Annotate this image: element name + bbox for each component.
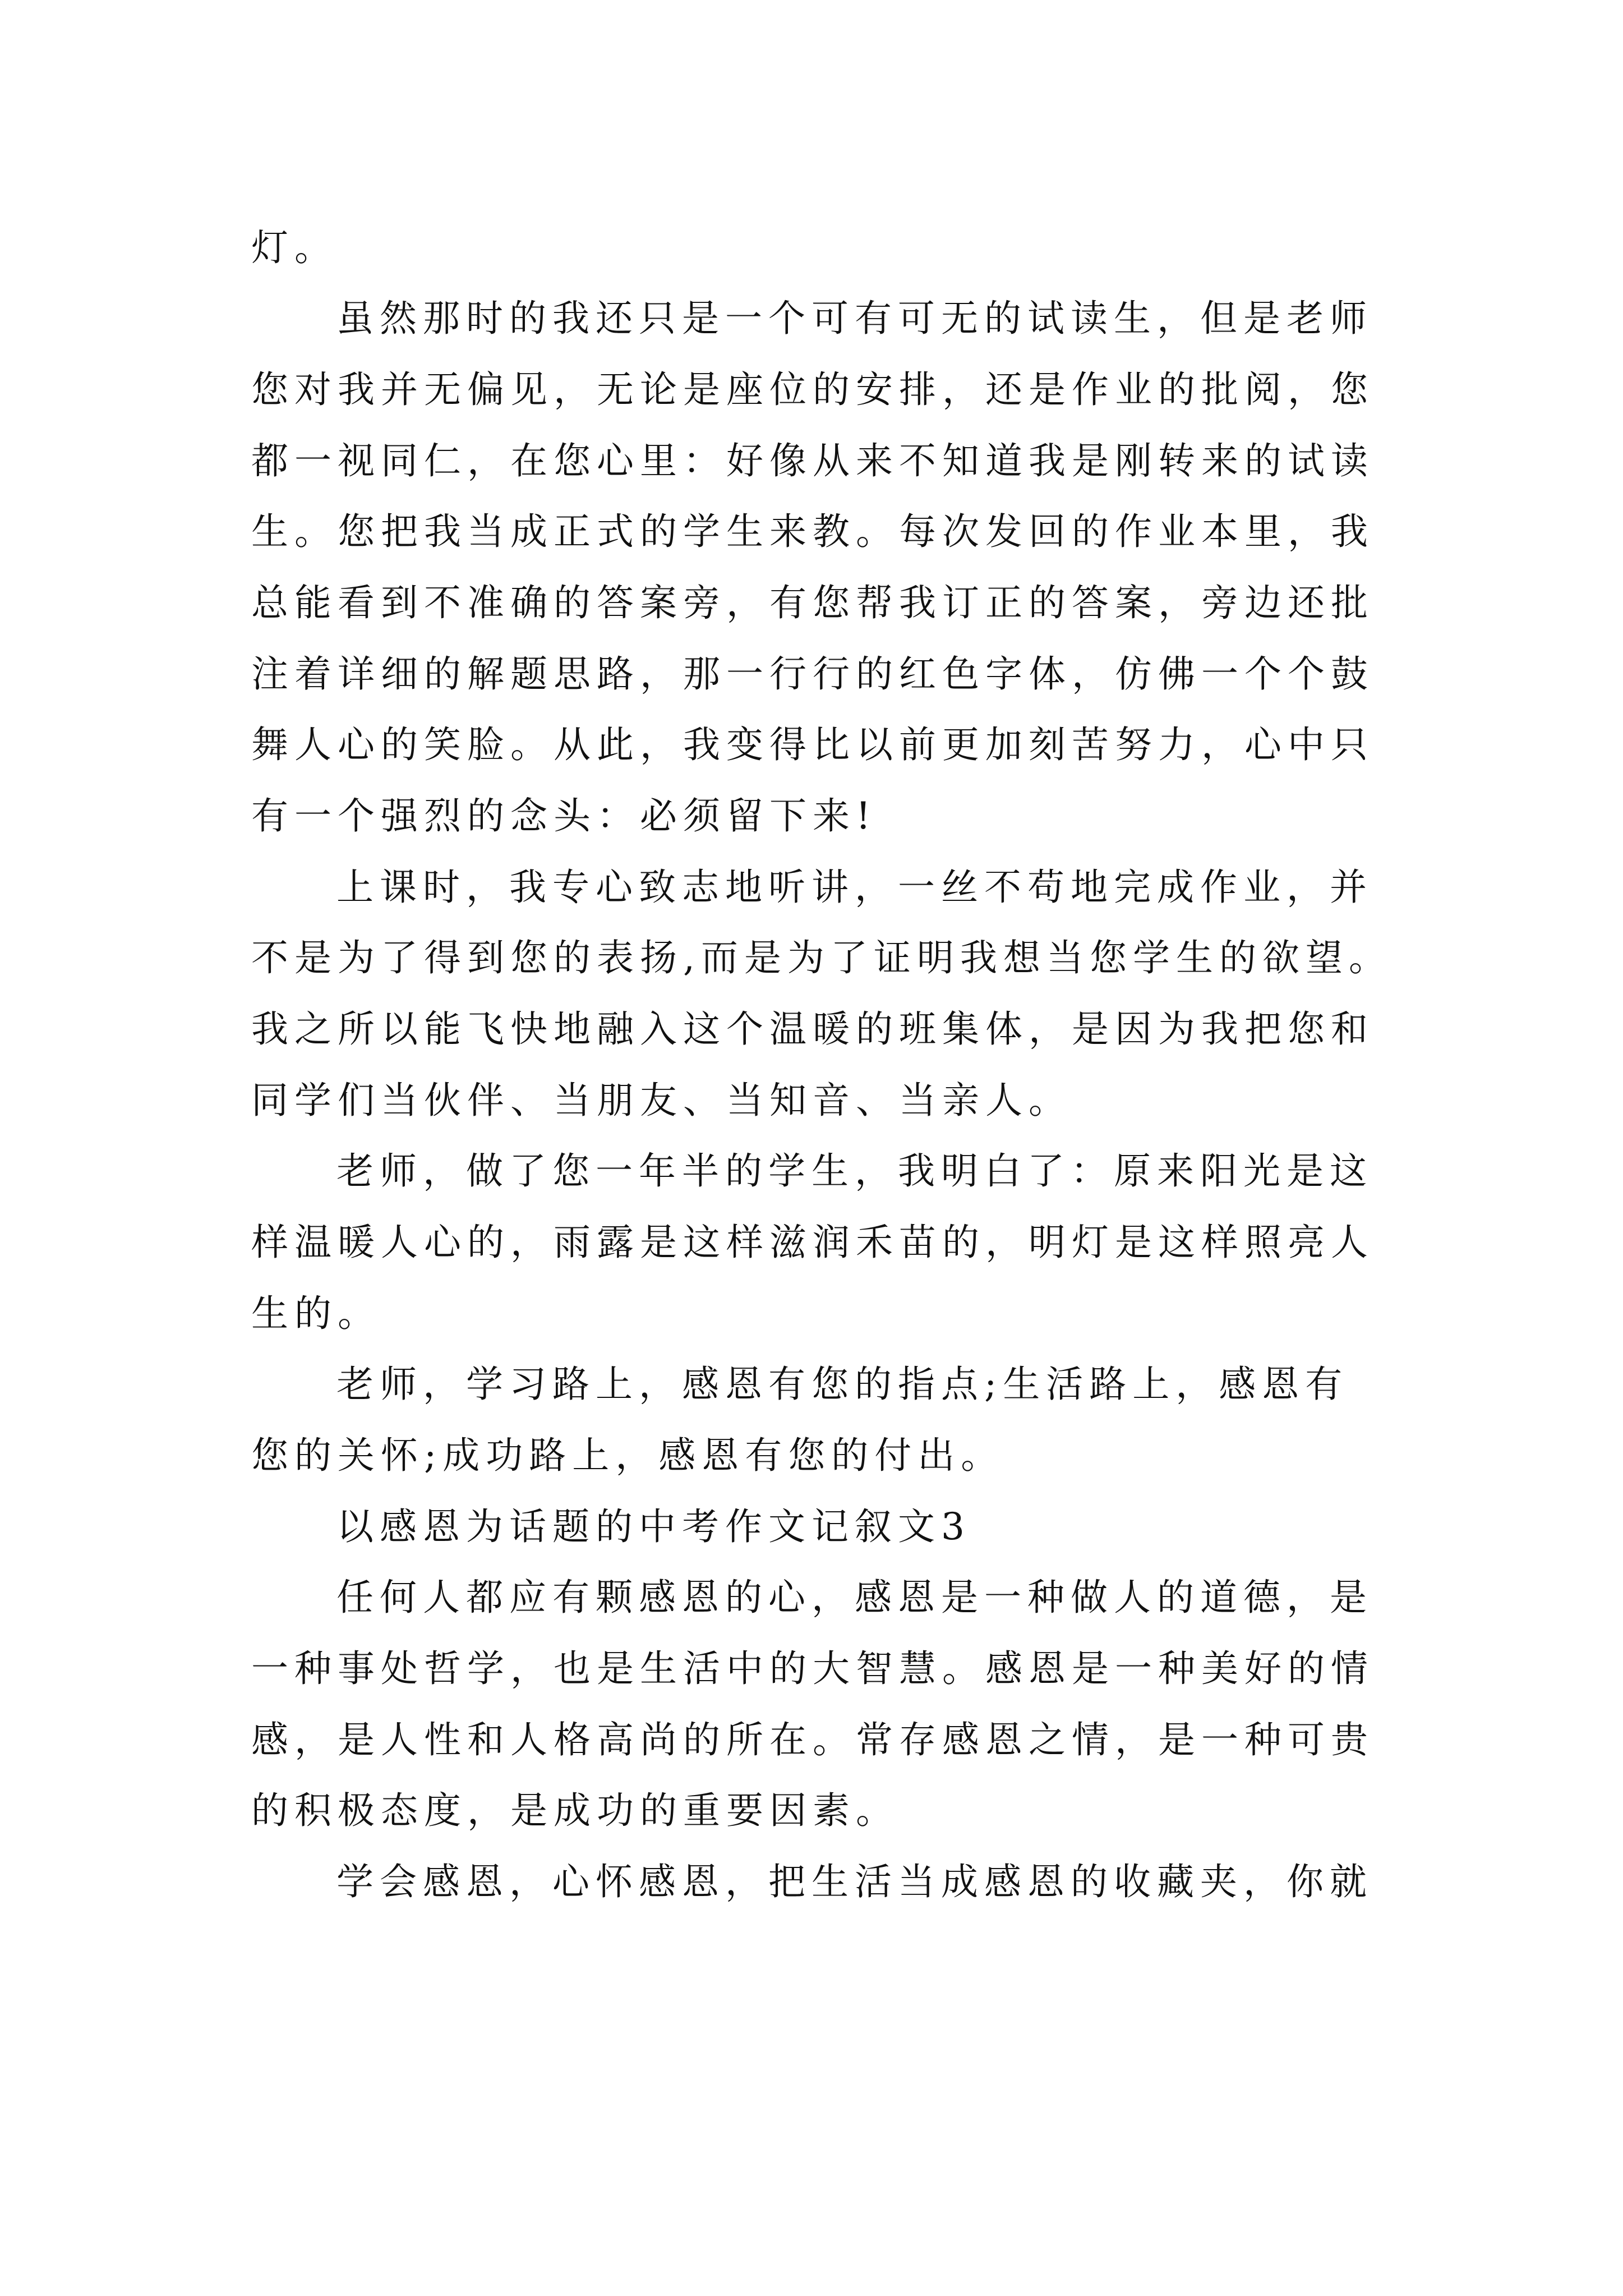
text-line: 都一视同仁，在您心里：好像从来不知道我是刚转来的试读 — [251, 439, 1374, 482]
text-line: 生的。 — [251, 1292, 381, 1335]
text-line: 同学们当伙伴、当朋友、当知音、当亲人。 — [251, 1079, 1072, 1122]
text-line: 舞人心的笑脸。从此，我变得比以前更加刻苦努力，心中只 — [251, 723, 1374, 766]
text-line: 您对我并无偏见，无论是座位的安排，还是作业的批阅，您 — [251, 368, 1374, 411]
text-line: 一种事处哲学，也是生活中的大智慧。感恩是一种美好的情 — [251, 1647, 1374, 1690]
paragraph-start-line: 虽然那时的我还只是一个可有可无的试读生，但是老师 — [336, 297, 1373, 340]
text-line: 灯。 — [251, 226, 338, 269]
text-line: 您的关怀;成功路上，感恩有您的付出。 — [251, 1434, 1004, 1477]
paragraph-start-line: 老师，做了您一年半的学生，我明白了：原来阳光是这 — [336, 1149, 1373, 1193]
text-line: 生。您把我当成正式的学生来教。每次发回的作业本里，我 — [251, 510, 1374, 553]
text-line: 不是为了得到您的表扬,而是为了证明我想当您学生的欲望。 — [251, 936, 1392, 979]
text-line: 感，是人性和人格高尚的所在。常存感恩之情，是一种可贵 — [251, 1718, 1374, 1761]
section-heading: 以感恩为话题的中考作文记叙文3 — [336, 1505, 971, 1548]
paragraph-start-line: 老师，学习路上，感恩有您的指点;生活路上，感恩有 — [336, 1363, 1349, 1406]
paragraph-start-line: 学会感恩，心怀感恩，把生活当成感恩的收藏夹，你就 — [336, 1860, 1373, 1903]
text-line: 总能看到不准确的答案旁，有您帮我订正的答案，旁边还批 — [251, 581, 1374, 624]
text-line: 注着详细的解题思路，那一行行的红色字体，仿佛一个个鼓 — [251, 652, 1374, 696]
paragraph-start-line: 任何人都应有颗感恩的心，感恩是一种做人的道德，是 — [336, 1576, 1373, 1619]
paragraph-start-line: 上课时，我专心致志地听讲，一丝不苟地完成作业，并 — [336, 866, 1373, 909]
text-line: 我之所以能飞快地融入这个温暖的班集体，是因为我把您和 — [251, 1007, 1374, 1051]
text-line: 样温暖人心的，雨露是这样滋润禾苗的，明灯是这样照亮人 — [251, 1221, 1374, 1264]
text-line: 有一个强烈的念头：必须留下来! — [251, 794, 877, 838]
text-line: 的积极态度，是成功的重要因素。 — [251, 1789, 899, 1832]
